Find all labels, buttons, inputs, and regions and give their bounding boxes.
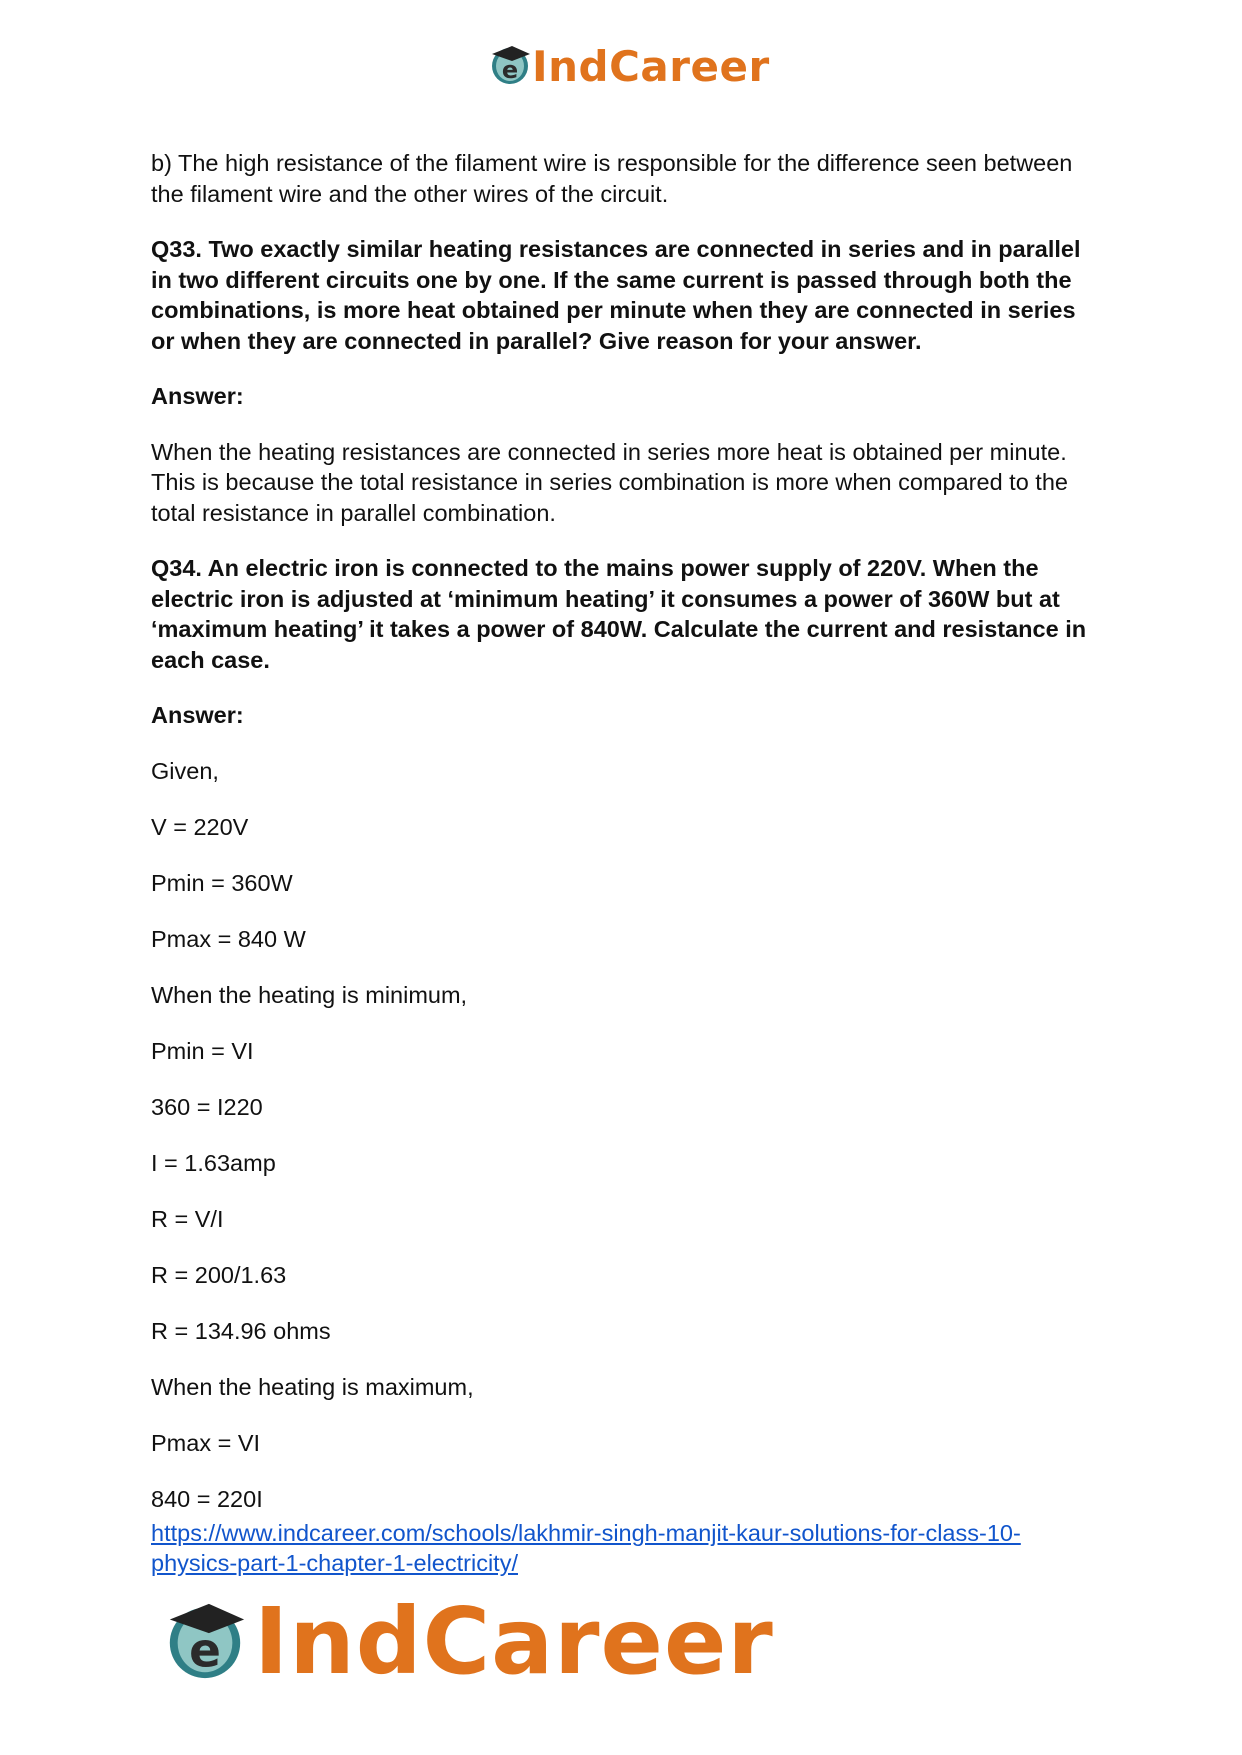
solution-line: R = 134.96 ohms <box>151 1317 331 1344</box>
svg-text:e: e <box>189 1623 221 1679</box>
solution-line: 840 = 220I <box>151 1485 263 1512</box>
solution-line: Pmax = 840 W <box>151 925 306 952</box>
solution-line: Pmin = 360W <box>151 869 293 896</box>
answer-label: Answer: <box>151 383 244 409</box>
solution-line: When the heating is minimum, <box>151 981 468 1008</box>
solution-line: 360 = I220 <box>151 1093 263 1120</box>
graduation-cap-globe-e-icon <box>488 42 532 91</box>
footer-logo <box>162 1588 774 1695</box>
graduation-cap-globe-e-icon <box>162 1596 248 1687</box>
document-body <box>151 148 1091 1514</box>
question-q33: Q33. Two exactly similar heating resistances are connected in series and in parallel in two different circuits one by one. If the same current is passed through both the combinations, is more heat obtained per minute when they are connected in series or when they are connected in parallel? Give reason for your answer. <box>151 236 1081 354</box>
answer-paragraph: When the heating resistances are connected in series more heat is obtained per minute. This is because the total resistance in series combination is more when compared to the total resistance in parallel combination. <box>151 438 1068 526</box>
solution-line: I = 1.63amp <box>151 1149 276 1176</box>
solution-line: Pmin = VI <box>151 1037 254 1064</box>
svg-text:e: e <box>501 55 519 84</box>
header-logo <box>488 40 770 92</box>
solution-line: Given, <box>151 757 219 784</box>
question-q34: Q34. An electric iron is connected to the mains power supply of 220V. When the electric iron is adjusted at ‘minimum heating’ it consumes a power of 360W but at ‘maximum heating’ it takes a power of 840W. Calculate the current and resistance in each case. <box>151 555 1087 673</box>
source-link[interactable]: https://www.indcareer.com/schools/lakhmir-singh-manjit-kaur-solutions-for-class-10-physics-part-1-chapter-1-electricity/ <box>151 1520 1021 1576</box>
logo-wordmark: IndCareer <box>532 41 770 91</box>
solution-line: V = 220V <box>151 813 249 840</box>
solution-line: R = V/I <box>151 1205 224 1232</box>
answer-paragraph: b) The high resistance of the filament wire is responsible for the difference seen between the filament wire and the other wires of the circuit. <box>151 150 1073 207</box>
logo-wordmark: IndCareer <box>254 1588 774 1695</box>
solution-line: Pmax = VI <box>151 1429 261 1456</box>
answer-label: Answer: <box>151 702 244 728</box>
solution-line: When the heating is maximum, <box>151 1373 474 1400</box>
solution-line: R = 200/1.63 <box>151 1261 287 1288</box>
